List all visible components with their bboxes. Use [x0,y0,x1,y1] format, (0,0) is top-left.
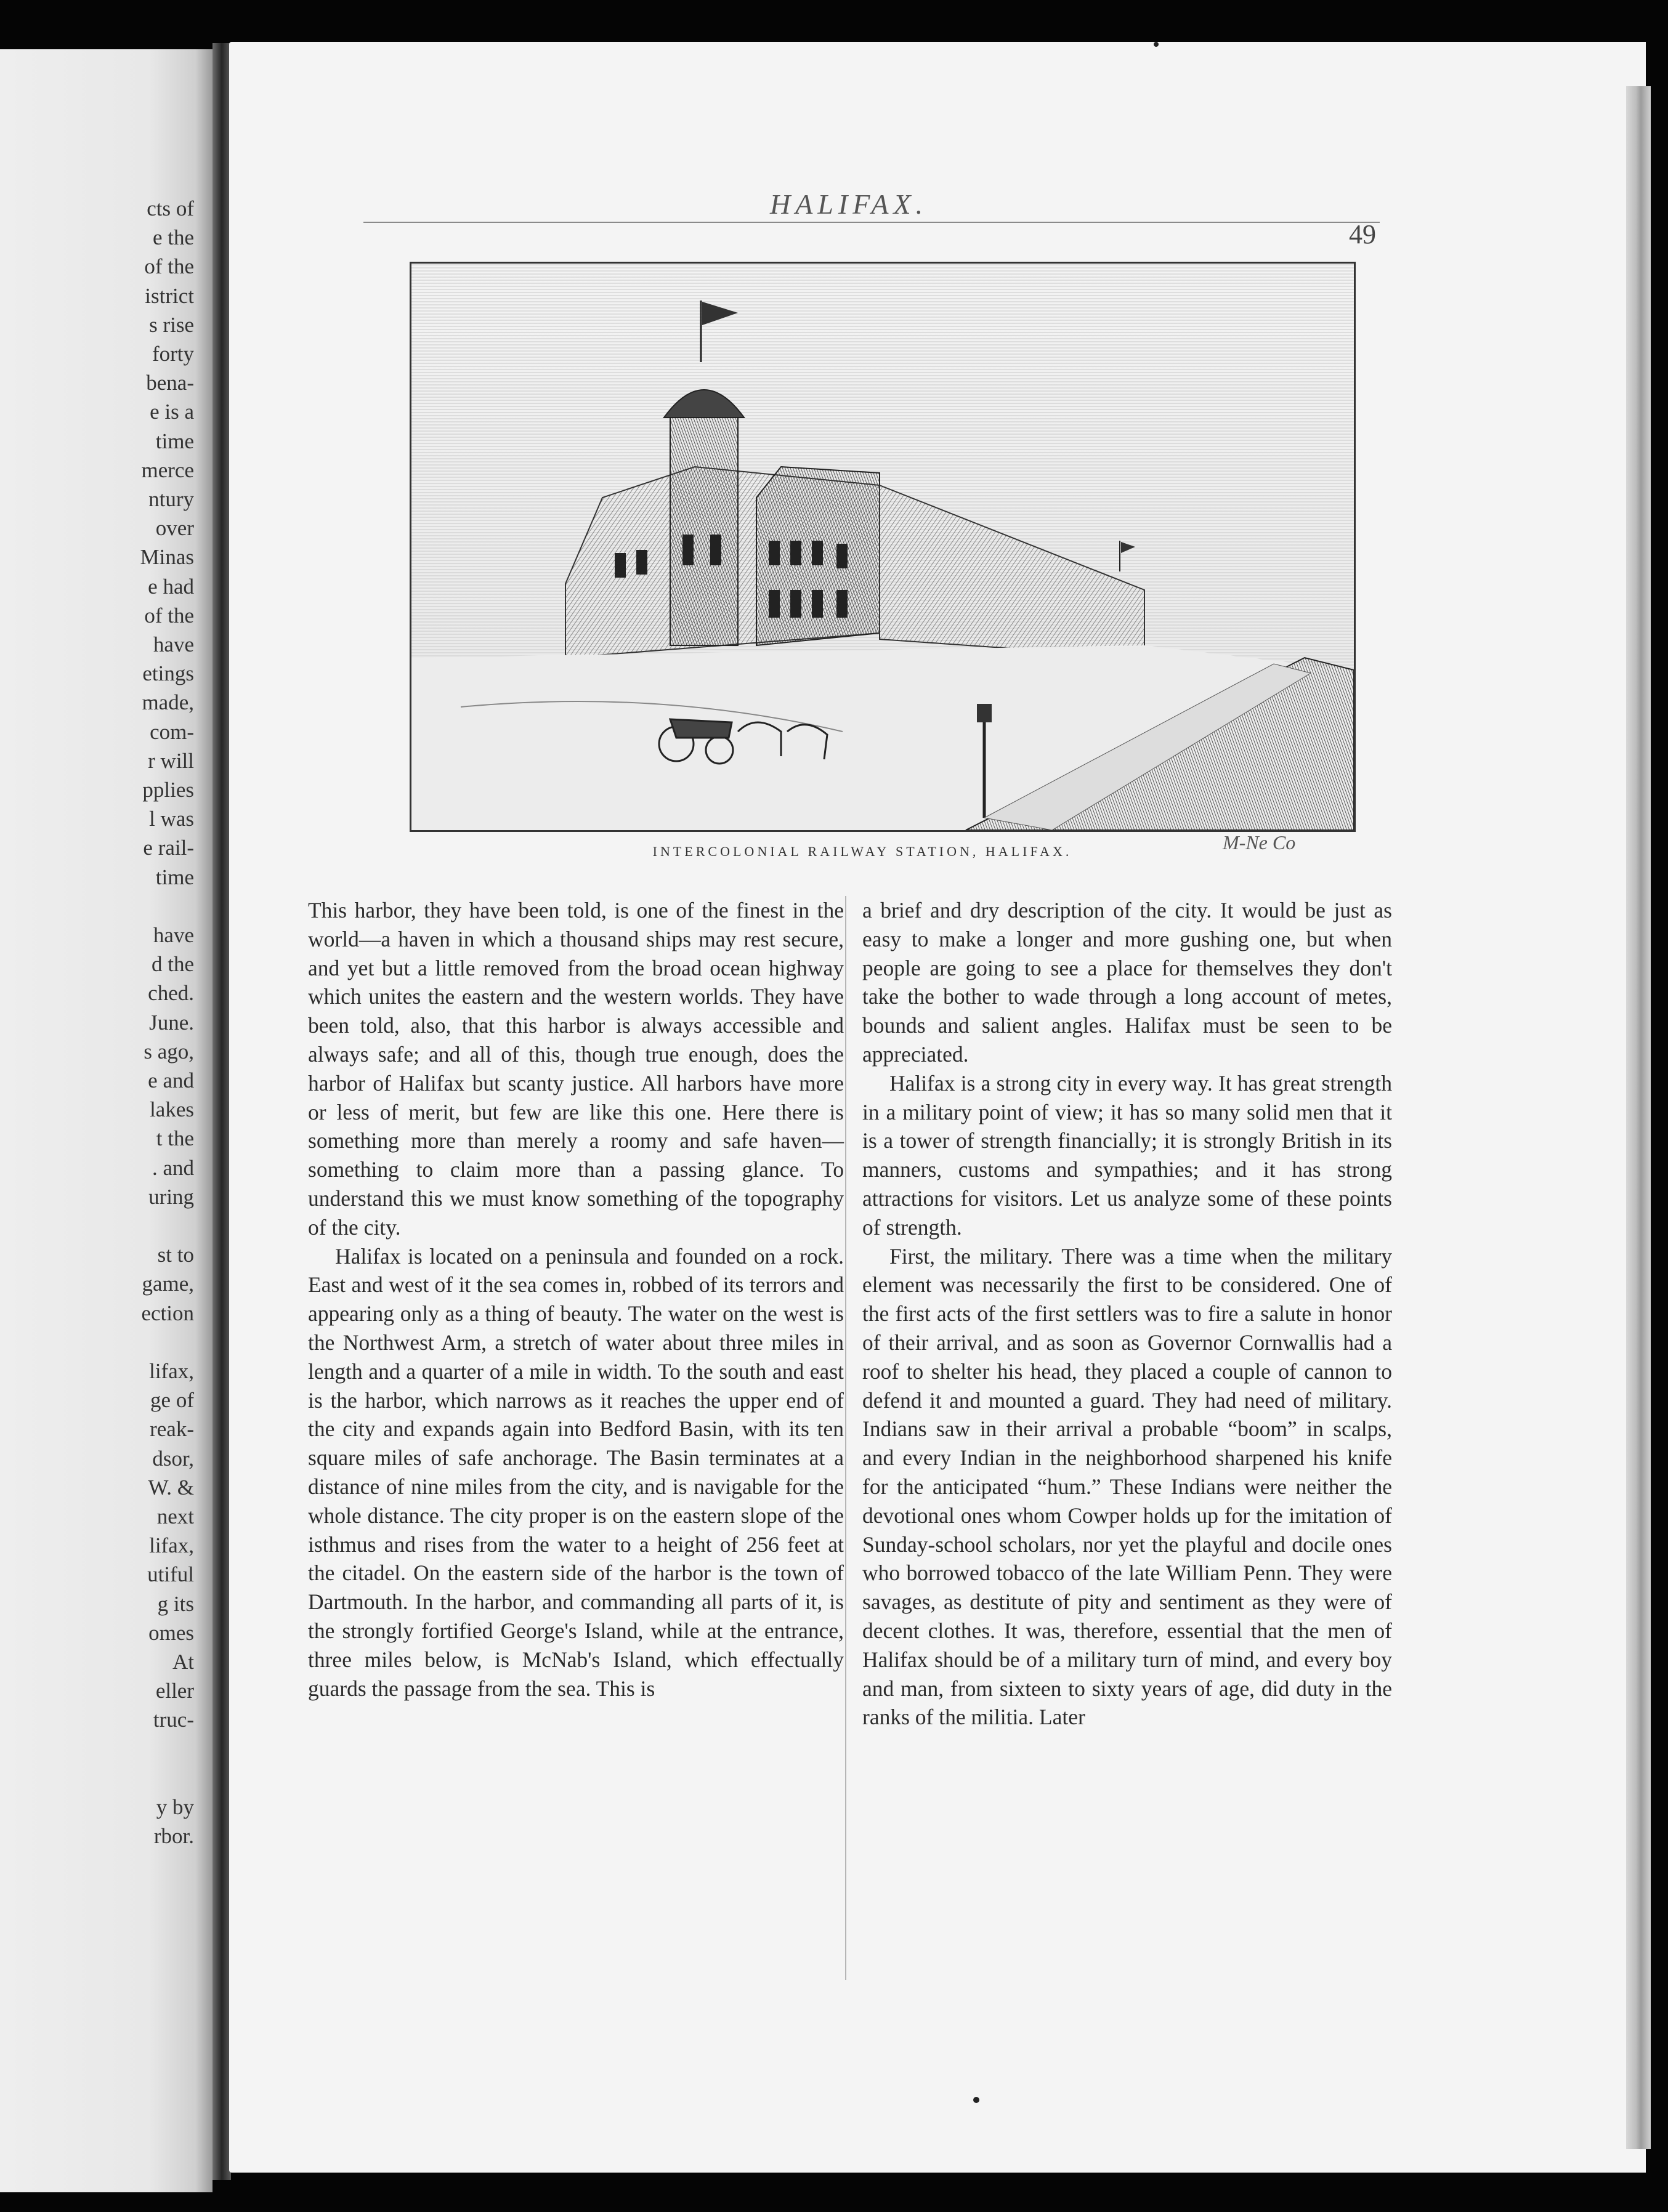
left-page-text-fragment: uring [148,1184,194,1209]
left-page-text-fragment: dsor, [152,1446,194,1471]
left-page-text-fragment: e is a [150,400,194,424]
left-page-text-fragment: bena- [146,371,194,395]
running-head: HALIFAX. [770,188,928,220]
left-page-text-fragment: Minas [140,545,194,570]
left-page-text-fragment: have [153,923,194,947]
left-page-text-fragment: g its [157,1591,194,1616]
left-page-text-fragment: game, [142,1272,194,1296]
left-page-text-fragment: W. & [148,1475,194,1500]
left-page-text-fragment: ntury [148,487,194,511]
station-engraving-drawing [411,264,1354,830]
left-page-text-fragment: lifax, [149,1533,194,1558]
left-page-text-fragment: l was [149,807,194,831]
left-page-text-fragment: eller [155,1679,194,1703]
left-page-text-fragment: At [172,1650,194,1674]
book-gutter [213,43,231,2180]
paragraph: a brief and dry description of the city. It would be just as easy to make a longer and more gushing one, but when people are going to see a place for themselves they don't take the bother to wade through a long account of metes, bounds and salient angles. Halifax must be seen to be appreciated. [862,898,1392,1067]
left-page-text-fragment: com- [150,719,194,744]
left-page-text-fragment: ge of [150,1388,194,1413]
left-page-text-fragment: forty [152,342,194,366]
left-page-text-fragment: rbor. [153,1824,194,1849]
left-page-text-fragment: t the [156,1126,194,1151]
left-page-text-fragment: etings [142,661,194,686]
left-page-text-fragment: st to [157,1243,194,1267]
left-page-text-fragment: made, [142,690,194,715]
page-edge-stack [1626,86,1651,2149]
header-rule [363,222,1380,223]
left-page-text-fragment: have [153,632,194,656]
left-page-text-fragment: ched. [148,981,194,1006]
paragraph: Halifax is a strong city in every way. It has great strength in a military point of view; it has so many solid men that it is a tower of strength financially; it is strongly British in its manners, customs and sympathies; and it has strong attractions for visitors. Let us analyze some of these points of strength. [862,1070,1392,1240]
text-column-right [862,896,1392,1732]
left-page-text-fragment: utiful [147,1562,194,1587]
left-page-text-fragment: e the [152,225,194,250]
left-page-text-fragment: truc- [153,1708,194,1732]
left-page-text-fragment: reak- [150,1417,194,1442]
column-divider [845,896,846,1980]
left-page-text-fragment: merce [141,458,194,482]
page-number: 49 [1349,219,1376,249]
left-page-text-fragment: . and [152,1155,194,1180]
left-page-text-fragment: s rise [149,312,194,337]
left-page-text-fragment: June. [149,1010,194,1035]
left-page-text-fragment: over [155,516,194,541]
left-page-text-fragment: time [155,865,194,889]
left-page-text-fragment: of the [144,254,194,279]
left-page-text-fragment: e and [148,1068,194,1092]
left-page-text-fragment: e rail- [143,836,194,860]
paragraph: Halifax is located on a peninsula and founded on a rock. East and west of it the sea comes in, robbed of its terrors and appearing only as a thing of beauty. The water on the west is the Northwest Arm, a stretch of water about three miles in length and a quarter of a mile in width. To the south and east is the harbor, which narrows as it reaches the upper end of the city and expands again into Bedford Basin, with its ten square miles of safe anchorage. The Basin terminates at a distance of nine miles from the city, and is navigable for the whole distance. The city proper is on the eastern slope of the isthmus and rises from the water to a height of 256 feet at the citadel. On the eastern side of the harbor is the town of Dartmouth. In the harbor, and commanding all parts of it, is the strongly fortified George's Island, while at the entrance, three miles below, is McNab's Island, which effectually guards the passage from the sea. This is [308,1243,844,1701]
left-page-text-fragment: y by [156,1795,194,1819]
illustration-caption: INTERCOLONIAL RAILWAY STATION, HALIFAX. [652,844,1072,859]
engraver-signature: M-Ne Co [1223,831,1296,854]
left-page-text-fragment: next [156,1504,194,1528]
left-page-text-fragment: lifax, [149,1359,194,1383]
left-page-text-fragment: cts of [147,196,194,220]
left-page-text-fragment: time [155,429,194,453]
text-column-left [308,896,844,1703]
paragraph: First, the military. There was a time when the military element was necessarily the first to be considered. One of the first acts of the first settlers was to fire a salute in honor of their arrival, and as soon as Governor Cornwallis had a roof to shelter his head, they placed a couple of cannon to defend it and mounted a guard. They had need of military. Indians saw in their arrival a probable “boom” in scalps, and every Indian in the neighborhood sharpened his knife for the anticipated “hum.” These Indians were neither the devotional ones whom Cowper holds up for the imitation of Sunday-school scholars, nor yet the playful and docile ones who borrowed tobacco of the late William Penn. They were savages, as destitute of pity and sentiment as they were of decent clothes. It was, therefore, essential that the men of Halifax should be of a military turn of mind, and every boy and man, from sixteen to sixty years of age, did duty in the ranks of the militia. Later [862,1243,1392,1730]
left-page-text-fragment: e had [148,574,194,599]
left-page-text-fragment: s ago, [144,1039,194,1064]
left-page-text-fragment: r will [148,748,194,773]
railway-station-engraving [410,262,1356,832]
left-page [0,49,213,2192]
left-page-text-fragment: pplies [142,778,194,802]
left-page-text-fragment: lakes [150,1097,194,1122]
left-page-text-fragment: omes [148,1620,194,1645]
left-page-text-fragment: ection [141,1301,194,1325]
left-page-text-fragment: istrict [145,283,194,308]
paragraph: This harbor, they have been told, is one of the finest in the world—a haven in which a thousand ships may rest secure, and yet but a little removed from the broad ocean highway which unites the eastern and the western worlds. They have been told, also, that this harbor is always accessible and always safe; and all of this, though true enough, does the harbor of Halifax but scanty justice. All harbors have more or less of merit, but few are like this one. Here there is something more than merely a roomy and safe haven—something to claim more than a passing glance. To understand this we must know something of the topography of the city. [308,898,844,1240]
left-page-text-fragment: of the [144,603,194,628]
left-page-text-fragment: d the [151,952,194,977]
